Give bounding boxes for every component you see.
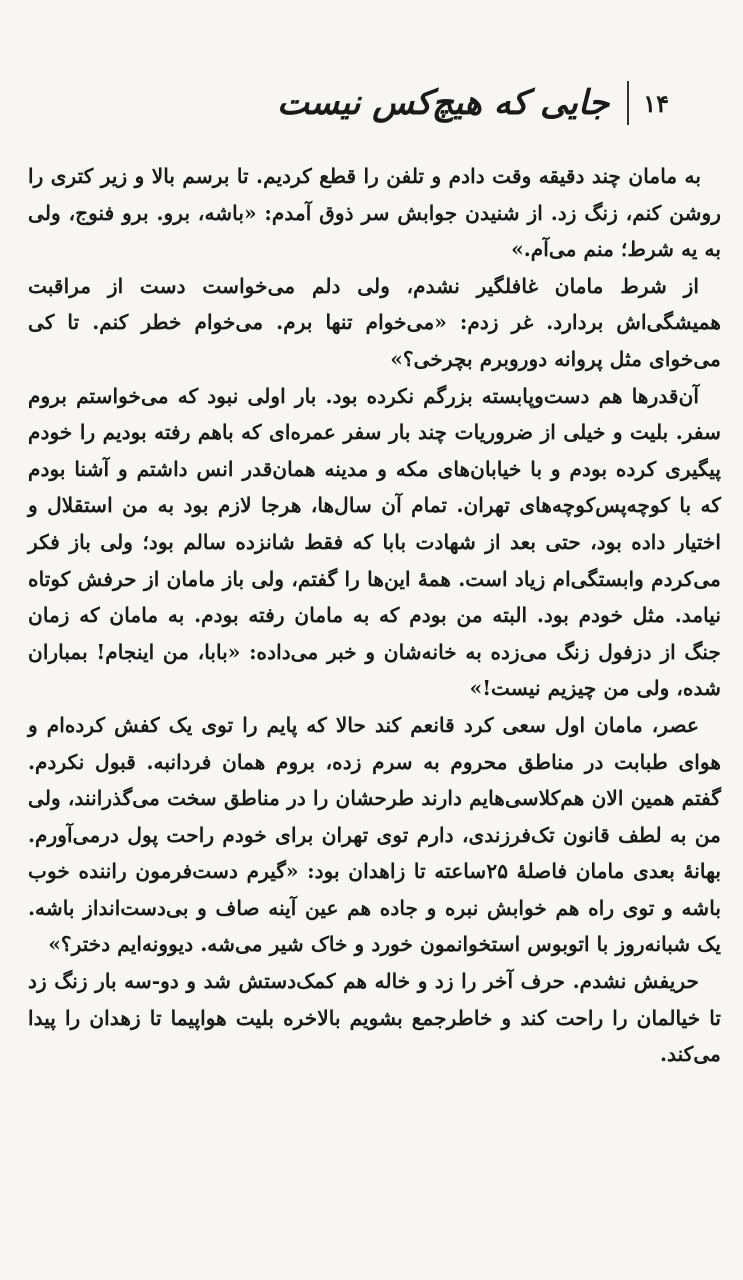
page-header	[277, 72, 669, 134]
paragraph: عصر، مامان اول سعی کرد قانعم کند حالا که پایم را توی یک کفش کرده‌ام و هوای طبابت در مناطق محروم به سرم زده، بروم همان فردانبه. قبول نکردم. گفتم همین الان هم‌کلاسی‌هایم دارند طرحشان را در مناطق سخت می‌گذرانند، ولی من به لطف قانون تک‌فرزندی، دارم توی تهران برای خودم راحت پول درمی‌آورم. بهانهٔ بعدی مامان فاصلهٔ ۲۵ساعته تا زاهدان بود: «گیرم دست‌فرمون راننده خوب باشه و توی راه هم خوابش نبره و جاده هم عین آینه صاف و بی‌دست‌انداز باشه. یک شبانه‌روز با اتوبوس استخوانمون خورد و خاک شیر می‌شه. دیوونه‌ایم دختر؟»	[28, 712, 721, 957]
paragraph: از شرط مامان غافلگیر نشدم، ولی دلم می‌خواست دست از مراقبت همیشگی‌اش بردارد. غر زدم: «می‌خوام تنها برم. می‌خوام خطر کنم. تا کی می‌خوای مثل پروانه دوروبرم بچرخی؟»	[28, 273, 721, 371]
paragraph: حریفش نشدم. حرف آخر را زد و خاله هم کمک‌دستش شد و دو-سه بار زنگ زد تا خیالمان را راحت کند و خاطرجمع بشویم بالاخره بلیت هواپیما تا زهدان را پیدا می‌کند.	[28, 969, 721, 1067]
running-title: جایی که هیچ‌کس نیست	[277, 83, 610, 123]
paragraph: به مامان چند دقیقه وقت دادم و تلفن را قطع کردیم. تا برسم بالا و زیر کتری را روشن کنم، زنگ زد. از شنیدن جوابش سر ذوق آمدم: «باشه، برو. برو فنوج، ولی به یه شرط؛ منم می‌آم.»	[28, 164, 721, 262]
page-number: ۱۴	[643, 88, 669, 118]
header-divider	[627, 81, 629, 125]
body-text	[28, 158, 721, 1073]
paragraph: آن‌قدرها هم دست‌وپابسته بزرگم نکرده بود. بار اولی نبود که می‌خواستم بروم سفر. بلیت و خیلی از ضروریات چند بار سفر عمره‌ای که باهم رفته بودیم را خودم پیگیری کرده بودم و با خیابان‌های مکه و مدینه همان‌قدر انس داشتم و آشنا بودم که با کوچه‌پس‌کوچه‌های تهران. تمام آن سال‌ها، هرجا لازم بود به من استقلال و اختیار داده بود، حتی بعد از شهادت بابا که فقط شانزده سالم بود؛ ولی باز فکر می‌کردم وابستگی‌ام زیاد است. همهٔ این‌ها را گفتم، ولی باز مامان از حرفش کوتاه نیامد. مثل خودم بود. البته من بودم که به مامان رفته بودم. به مامان که زمان جنگ از دزفول زنگ می‌زده به خانه‌شان و خبر می‌داده: «بابا، من اینجام! بمباران شده، ولی من چیزیم نیست!»	[28, 383, 721, 701]
